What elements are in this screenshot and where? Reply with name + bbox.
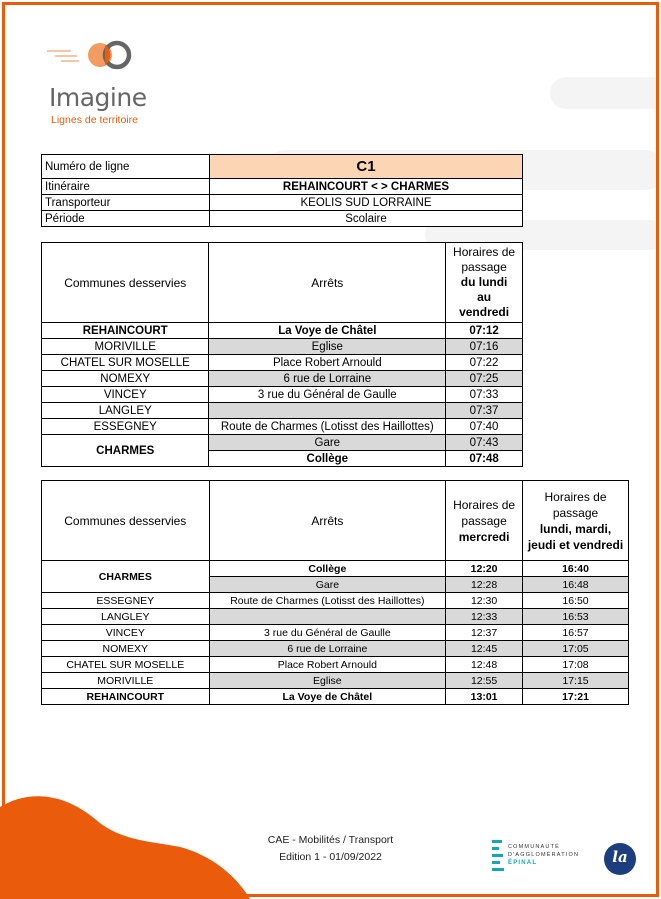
commune-cell: CHARMES [42, 435, 209, 467]
la-region-badge: la [604, 843, 636, 875]
header-times-l2: passage [461, 260, 507, 274]
time-cell: 07:40 [446, 419, 523, 435]
table-row [42, 323, 523, 339]
commune-cell: ESSEGNEY [42, 419, 209, 435]
table-header-row [42, 481, 629, 561]
header-week-l2: passage [552, 505, 599, 520]
table-row [42, 625, 629, 641]
stop-cell: Eglise [209, 339, 446, 355]
stop-cell: Gare [209, 577, 446, 593]
line-info-table [41, 154, 523, 227]
stop-cell: Eglise [209, 673, 446, 689]
week-time-cell: 17:21 [523, 689, 629, 705]
commune-cell: NOMEXY [42, 371, 209, 387]
table-row [42, 435, 523, 451]
table-row [42, 403, 523, 419]
commune-cell: LANGLEY [42, 403, 209, 419]
commune-cell: MORIVILLE [42, 673, 210, 689]
time-cell: 07:12 [446, 323, 523, 339]
table-row [42, 419, 523, 435]
week-time-cell: 16:48 [523, 577, 629, 593]
header-communes: Communes desservies [42, 481, 210, 561]
commune-cell: REHAINCOURT [42, 689, 210, 705]
stop-cell: La Voye de Châtel [209, 689, 446, 705]
operator-label: Transporteur [42, 195, 210, 211]
stop-cell: Route de Charmes (Lotisst des Haillottes) [209, 593, 446, 609]
week-time-cell: 16:53 [523, 609, 629, 625]
wed-time-cell: 12:55 [446, 673, 523, 689]
header-wed-l1: Horaires de [453, 497, 516, 512]
table-row [42, 641, 629, 657]
header-week-l3: lundi, mardi, [539, 521, 612, 536]
table-header-row [42, 243, 523, 323]
wed-time-cell: 12:20 [446, 561, 523, 577]
logo-tagline: Lignes de territoire [51, 114, 138, 126]
header-times-l1: Horaires de [453, 245, 516, 259]
route-label: Itinéraire [42, 179, 210, 195]
header-wed-l3: mercredi [458, 529, 510, 544]
stop-cell: Route de Charmes (Lotisst des Haillottes) [209, 419, 446, 435]
wed-time-cell: 13:01 [446, 689, 523, 705]
decorative-shape [550, 77, 659, 109]
week-time-cell: 16:40 [523, 561, 629, 577]
return-schedule-table [41, 480, 629, 705]
header-times [446, 243, 523, 323]
table-row [42, 689, 629, 705]
stop-cell: Place Robert Arnould [209, 355, 446, 371]
stop-cell: Gare [209, 435, 446, 451]
week-time-cell: 17:15 [523, 673, 629, 689]
cae-line1: COMMUNAUTÉ [508, 844, 561, 850]
footer-line2: Edition 1 - 01/09/2022 [279, 851, 382, 863]
period-value: Scolaire [210, 211, 523, 227]
morning-schedule-table [41, 242, 523, 467]
table-row [42, 371, 523, 387]
time-cell: 07:22 [446, 355, 523, 371]
imagine-logo [45, 39, 175, 129]
agglomeration-logo [490, 838, 600, 878]
line-number-label: Numéro de ligne [42, 155, 210, 179]
period-label: Période [42, 211, 210, 227]
table-row [42, 339, 523, 355]
wed-time-cell: 12:33 [446, 609, 523, 625]
header-times-l5: vendredi [459, 305, 510, 319]
time-cell: 07:25 [446, 371, 523, 387]
table-row [42, 673, 629, 689]
stop-cell: 3 rue du Général de Gaulle [209, 387, 446, 403]
time-cell: 07:43 [446, 435, 523, 451]
wed-time-cell: 12:45 [446, 641, 523, 657]
commune-cell: ESSEGNEY [42, 593, 210, 609]
commune-cell: CHARMES [42, 561, 210, 593]
logo-rings-icon [45, 39, 175, 79]
cae-text [508, 843, 579, 867]
table-row [42, 355, 523, 371]
header-stops: Arrêts [209, 481, 446, 561]
commune-cell: MORIVILLE [42, 339, 209, 355]
stop-cell: Collège [209, 451, 446, 467]
week-time-cell: 16:50 [523, 593, 629, 609]
header-week-l1: Horaires de [544, 489, 607, 504]
stop-cell [209, 609, 446, 625]
commune-cell: LANGLEY [42, 609, 210, 625]
header-times-l3: du lundi [460, 275, 508, 289]
time-cell: 07:48 [446, 451, 523, 467]
table-row [42, 657, 629, 673]
header-week-l4: jeudi et vendredi [527, 537, 624, 552]
footer-line1: CAE - Mobilités / Transport [267, 834, 394, 846]
week-time-cell: 17:05 [523, 641, 629, 657]
header-wed-l2: passage [461, 513, 507, 528]
table-row [42, 561, 629, 577]
time-cell: 07:16 [446, 339, 523, 355]
stop-cell: Collège [209, 561, 446, 577]
cae-line3: ÉPINAL [508, 860, 538, 866]
stop-cell [209, 403, 446, 419]
header-wednesday [446, 481, 523, 561]
table-row [42, 593, 629, 609]
header-weekdays [523, 481, 629, 561]
week-time-cell: 16:57 [523, 625, 629, 641]
wed-time-cell: 12:37 [446, 625, 523, 641]
stop-cell: 6 rue de Lorraine [209, 641, 446, 657]
commune-cell: CHATEL SUR MOSELLE [42, 355, 209, 371]
wed-time-cell: 12:48 [446, 657, 523, 673]
week-time-cell: 17:08 [523, 657, 629, 673]
time-cell: 07:33 [446, 387, 523, 403]
commune-cell: CHATEL SUR MOSELLE [42, 657, 210, 673]
line-number-value: C1 [210, 155, 523, 179]
cae-line2: D'AGGLOMÉRATION [508, 852, 580, 858]
commune-cell: VINCEY [42, 625, 210, 641]
stop-cell: 3 rue du Général de Gaulle [209, 625, 446, 641]
wed-time-cell: 12:30 [446, 593, 523, 609]
cae-bars-icon [490, 838, 506, 874]
wed-time-cell: 12:28 [446, 577, 523, 593]
header-communes: Communes desservies [42, 243, 209, 323]
route-value: REHAINCOURT < > CHARMES [210, 179, 523, 195]
table-row [42, 609, 629, 625]
logo-wordmark: Imagine [49, 83, 147, 112]
operator-value: KEOLIS SUD LORRAINE [210, 195, 523, 211]
header-stops: Arrêts [209, 243, 446, 323]
commune-cell: NOMEXY [42, 641, 210, 657]
commune-cell: REHAINCOURT [42, 323, 209, 339]
stop-cell: 6 rue de Lorraine [209, 371, 446, 387]
commune-cell: VINCEY [42, 387, 209, 403]
stop-cell: La Voye de Châtel [209, 323, 446, 339]
header-times-l4: au [477, 290, 492, 304]
time-cell: 07:37 [446, 403, 523, 419]
stop-cell: Place Robert Arnould [209, 657, 446, 673]
table-row [42, 387, 523, 403]
